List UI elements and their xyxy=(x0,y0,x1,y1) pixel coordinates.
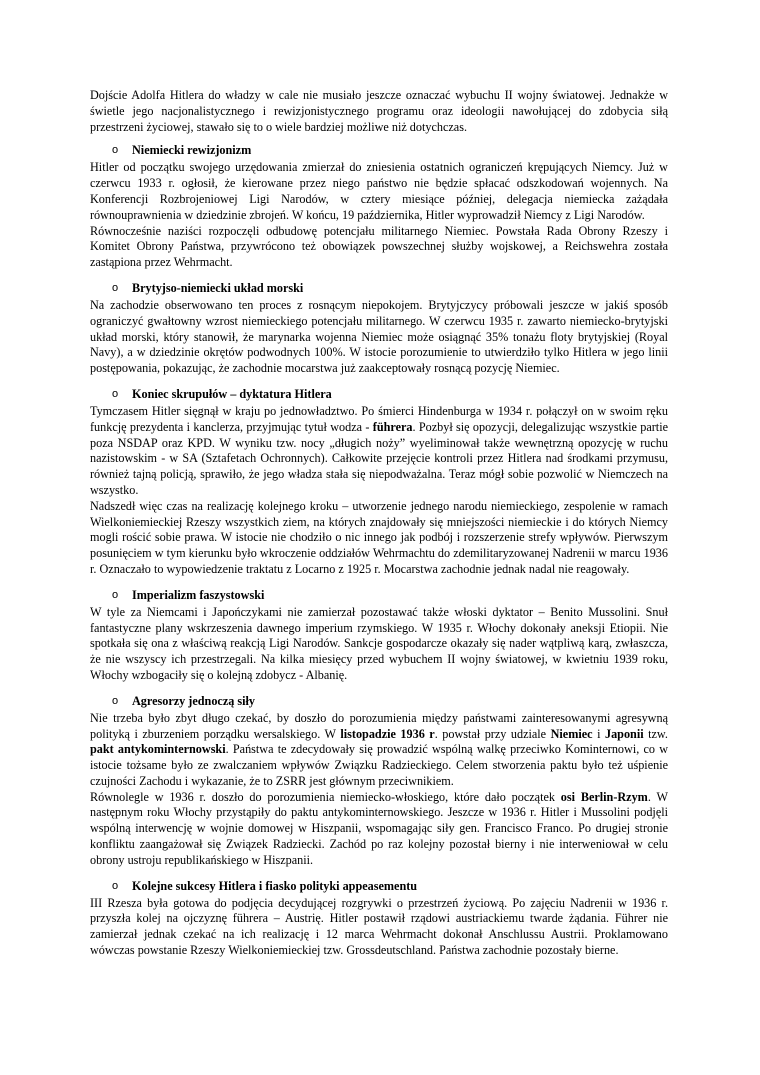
paragraph: W tyle za Niemcami i Japończykami nie zamierzał pozostawać także włoski dyktator – Benito Mussolini. Snuł fantastyczne plany wskrzeszenia dawnego imperium rzymskiego. W 1935 r. Włochy dokonały aneksji Etiopii. Nie spotkała się ona z właściwą reakcją Ligi Narodów. Sankcje gospodarcze okazały się nader wątpliwą karą, zwłaszcza, że nie wszyscy ich przestrzegali. Na kilka miesięcy przed wybuchem II wojny światowej, w kwietniu 1939 roku, Włochy wzbogaciły się o kolejną zdobycz - Albanię. xyxy=(90,604,668,682)
text-run: i xyxy=(592,726,605,741)
bold-term: führera xyxy=(372,419,413,434)
paragraph xyxy=(90,404,668,499)
bullet-icon: o xyxy=(112,281,119,294)
bold-term: pakt antykominternowski xyxy=(90,742,226,757)
section-heading xyxy=(90,879,668,895)
section-imperializm xyxy=(90,588,668,684)
paragraph: III Rzesza była gotowa do podjęcia decydującej rozgrywki o przestrzeń życiową. Po zajęciu Nadrenii w 1936 r. przyszła kolej na ojczyznę führera – Austrię. Hitler postawił rządowi austriackiemu twarde żądania. Führer nie zamierzał jednak czekać na ich realizację i 12 marca Wehrmacht dokonał Anschlussu Austrii. Proklamowano wówczas powstanie Rzeszy Wielkoniemieckiej tzw. Grossdeutschland. Państwa zachodnie pozostały bierne. xyxy=(90,895,668,958)
heading-text: Imperializm faszystowski xyxy=(132,587,265,602)
text-run: Tymczasem Hitler sięgnął w kraju po jednowładztwo. Po śmierci Hindenburga w 1934 r. połączył on w swoim ręku funkcję prezydenta i kanclerza, przyjmując tytuł wodza - xyxy=(90,403,668,434)
heading-text: Niemiecki rewizjonizm xyxy=(132,143,252,158)
text-run: . Pozbył się opozycji, delegalizując wszystkie partie poza NSDAP oraz KPD. W wyniku tzw. nocy „długich noży” wyeliminował także wewnętrzną opozycję w ruchu nazistowskim - w SA (Sztafetach Ochronnych). Całkowite przejęcie kontroli przez Hitlera nad środkami przymusu, również tajną policją, sprawiło, że jego władza stała się niepodważalna. Teraz mógł sobie pozwolić w Niemczech na wszystko. xyxy=(90,419,668,497)
paragraph: Równocześnie naziści rozpoczęli odbudowę potencjału militarnego Niemiec. Powstała Rada Obrony Rzeszy i Komitet Obrony Państwa, przywrócono też obowiązek powszechnej służby wojskowej, a Reichswehra została zastąpiona przez Wehrmacht. xyxy=(90,223,668,270)
text-run: Nie trzeba było zbyt długo czekać, by doszło do porozumienia między państwami zainteresowanymi agresywną polityką i zburzeniem porządku wersalskiego. W xyxy=(90,710,668,741)
section-agresorzy xyxy=(90,694,668,869)
heading-text: Agresorzy jednoczą siły xyxy=(132,693,255,708)
section-heading xyxy=(90,143,668,159)
paragraph xyxy=(90,790,668,869)
bullet-icon: o xyxy=(112,694,119,707)
bullet-icon: o xyxy=(112,144,119,157)
text-run: tzw. xyxy=(643,726,668,741)
text-run: . powstał przy udziale xyxy=(434,726,551,741)
bold-term: listopadzie 1936 r xyxy=(340,726,435,741)
bold-term: osi Berlin-Rzym xyxy=(560,789,648,804)
document-page xyxy=(90,88,668,969)
section-dyktatura xyxy=(90,387,668,578)
section-appeasement xyxy=(90,879,668,959)
bullet-icon: o xyxy=(112,588,119,601)
section-heading xyxy=(90,588,668,604)
bullet-icon: o xyxy=(112,879,119,892)
paragraph: Na zachodzie obserwowano ten proces z rosnącym niepokojem. Brytyjczycy próbowali jeszcze w jakiś sposób ograniczyć gwałtowny wzrost niemieckiego potencjału militarnego. W czerwcu 1935 r. zawarto niemiecko-brytyjski układ morski, który stanowił, że marynarka wojenna Niemiec może osiągnąć 35% tonażu floty brytyjskiej (Royal Navy), a w dziedzinie okrętów podwodnych 100%. W istocie porozumienie to utwierdziło tylko Hitlera w jego linii postępowania, pokazując, że zachodnie mocarstwa już zaakceptowały rosnącą pozycję Niemiec. xyxy=(90,297,668,376)
bold-term: Niemiec xyxy=(550,726,593,741)
heading-text: Brytyjso-niemiecki układ morski xyxy=(132,280,304,295)
text-run: Równolegle w 1936 r. doszło do porozumienia niemiecko-włoskiego, które dało początek xyxy=(90,789,561,804)
section-heading xyxy=(90,694,668,710)
paragraph: Hitler od początku swojego urzędowania zmierzał do zniesienia ostatnich ograniczeń krępujących Niemcy. Już w czerwcu 1933 r. ogłosił, że kierowane przez niego państwo nie będzie spłacać odszkodowań wojennych. Na Konferencji Rozbrojeniowej Ligi Narodów, w cztery miesiące później, delegacja niemiecka zażądała równouprawnienia w dziedzinie zbrojeń. W końcu, 19 października, Hitler wyprowadził Niemcy z Ligi Narodów. xyxy=(90,160,668,222)
text-run: . W następnym roku Włochy przystąpiły do paktu antykominternowskiego. Jeszcze w 1936 r. Hitler i Mussolini podjęli wspólną interwencję w wojnie domowej w Hiszpanii, wspomagając siły gen. Francisco Franco. Po drugiej stronie konfliktu zaangażował się Związek Radziecki. Zachód po raz kolejny pozostał bierny i nie interweniował w celu obrony ustroju republikańskiego w Hiszpanii. xyxy=(90,789,668,867)
bold-term: Japonii xyxy=(604,726,644,741)
section-uklad-morski xyxy=(90,281,668,377)
heading-text: Koniec skrupułów – dyktatura Hitlera xyxy=(132,386,332,401)
bullet-icon: o xyxy=(112,387,119,400)
text-run: . Państwa te zdecydowały się prowadzić wspólną walkę przeciwko Kominternowi, co w istocie tożsame było ze zwalczaniem wpływów Związku Radzieckiego. Celem stworzenia paktu było też uśpienie czujności Zachodu i wykazanie, że to ZSRR jest głównym przeciwnikiem. xyxy=(90,742,668,788)
section-heading xyxy=(90,387,668,403)
section-rewizjonizm xyxy=(90,143,668,271)
intro-paragraph: Dojście Adolfa Hitlera do władzy w cale nie musiało jeszcze oznaczać wybuchu II wojny światowej. Jednakże w świetle jego nacjonalistycznego i rewizjonistycznego programu oraz ideologii nawołującej do zdobycia siłą przestrzeni życiowej, stawało się to o wiele bardziej możliwe niż dotychczas. xyxy=(90,88,668,134)
heading-text: Kolejne sukcesy Hitlera i fiasko polityki appeasementu xyxy=(132,878,418,893)
paragraph: Nadszedł więc czas na realizację kolejnego kroku – utworzenie jednego narodu niemieckiego, zespolenie w ramach Wielkoniemieckiej Rzeszy wszystkich ziem, na których znajdowały się mniejszości niemieckie i do których Niemcy mogli rościć sobie prawa. W istocie nie chodziło o nic innego jak podbój i rozszerzenie strefy wpływów. Pierwszym posunięciem w tym kierunku było wkroczenie oddziałów Wehrmachtu do zdemilitaryzowanej Nadrenii w marcu 1936 r. Oznaczało to wypowiedzenie traktatu z Locarno z 1925 r. Mocarstwa zachodnie jednak nadal nie reagowały. xyxy=(90,498,668,576)
section-heading xyxy=(90,281,668,297)
paragraph xyxy=(90,711,668,790)
